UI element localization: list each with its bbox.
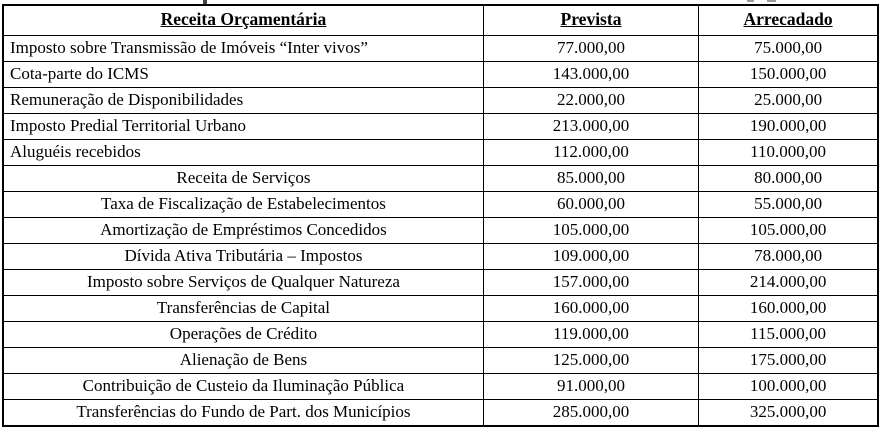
revenue-label-cell: Alienação de Bens (3, 347, 483, 373)
arrecadado-value-cell: 75.000,00 (699, 35, 878, 61)
table-row (3, 321, 878, 347)
prevista-value-cell: 125.000,00 (483, 347, 698, 373)
revenue-label-cell: Remuneração de Disponibilidades (3, 87, 483, 113)
prevista-value-cell: 77.000,00 (483, 35, 698, 61)
revenue-label-cell: Imposto Predial Territorial Urbano (3, 113, 483, 139)
header-label-prevista: Prevista (560, 9, 622, 30)
header-label-receita: Receita Orçamentária (160, 9, 327, 30)
prevista-value-cell: 85.000,00 (483, 165, 698, 191)
revenue-label-cell: Transferências de Capital (3, 295, 483, 321)
revenue-label-cell: Aluguéis recebidos (3, 139, 483, 165)
table-row (3, 165, 878, 191)
revenue-label-cell: Contribuição de Custeio da Iluminação Pública (3, 373, 483, 399)
table-row (3, 217, 878, 243)
revenue-label-cell: Receita de Serviços (3, 165, 483, 191)
revenue-label-cell: Dívida Ativa Tributária – Impostos (3, 243, 483, 269)
table-row (3, 373, 878, 399)
prevista-value-cell: 105.000,00 (483, 217, 698, 243)
revenue-label-cell: Imposto sobre Serviços de Qualquer Natureza (3, 269, 483, 295)
prevista-value-cell: 157.000,00 (483, 269, 698, 295)
header-label-arrecadado: Arrecadado (743, 9, 833, 30)
arrecadado-value-cell: 160.000,00 (699, 295, 878, 321)
table-body (3, 35, 878, 426)
table-row (3, 61, 878, 87)
revenue-label-cell: Cota-parte do ICMS (3, 61, 483, 87)
prevista-value-cell: 285.000,00 (483, 399, 698, 426)
table-row (3, 35, 878, 61)
header-cell-receita (3, 5, 483, 35)
table-row (3, 191, 878, 217)
table-row (3, 295, 878, 321)
clipped-text-fragment (747, 0, 754, 2)
arrecadado-value-cell: 78.000,00 (699, 243, 878, 269)
prevista-value-cell: 109.000,00 (483, 243, 698, 269)
revenue-label-cell: Taxa de Fiscalização de Estabelecimentos (3, 191, 483, 217)
arrecadado-value-cell: 55.000,00 (699, 191, 878, 217)
arrecadado-value-cell: 100.000,00 (699, 373, 878, 399)
prevista-value-cell: 60.000,00 (483, 191, 698, 217)
revenue-label-cell: Operações de Crédito (3, 321, 483, 347)
header-cell-prevista (483, 5, 698, 35)
arrecadado-value-cell: 110.000,00 (699, 139, 878, 165)
arrecadado-value-cell: 325.000,00 (699, 399, 878, 426)
revenue-label-cell: Amortização de Empréstimos Concedidos (3, 217, 483, 243)
prevista-value-cell: 119.000,00 (483, 321, 698, 347)
budget-revenue-table-wrap (2, 4, 879, 427)
table-row (3, 347, 878, 373)
prevista-value-cell: 213.000,00 (483, 113, 698, 139)
revenue-label-cell: Imposto sobre Transmissão de Imóveis “Inter vivos” (3, 35, 483, 61)
arrecadado-value-cell: 115.000,00 (699, 321, 878, 347)
prevista-value-cell: 112.000,00 (483, 139, 698, 165)
clipped-text-fragment (767, 0, 776, 2)
revenue-label-cell: Transferências do Fundo de Part. dos Municípios (3, 399, 483, 426)
prevista-value-cell: 22.000,00 (483, 87, 698, 113)
arrecadado-value-cell: 25.000,00 (699, 87, 878, 113)
table-row (3, 113, 878, 139)
header-cell-arrecadado (699, 5, 878, 35)
table-row (3, 139, 878, 165)
prevista-value-cell: 143.000,00 (483, 61, 698, 87)
budget-revenue-table (2, 4, 879, 427)
arrecadado-value-cell: 150.000,00 (699, 61, 878, 87)
prevista-value-cell: 160.000,00 (483, 295, 698, 321)
arrecadado-value-cell: 190.000,00 (699, 113, 878, 139)
arrecadado-value-cell: 80.000,00 (699, 165, 878, 191)
table-row (3, 399, 878, 426)
prevista-value-cell: 91.000,00 (483, 373, 698, 399)
arrecadado-value-cell: 105.000,00 (699, 217, 878, 243)
table-row (3, 87, 878, 113)
table-row (3, 243, 878, 269)
table-row (3, 269, 878, 295)
header-row (3, 5, 878, 35)
arrecadado-value-cell: 214.000,00 (699, 269, 878, 295)
arrecadado-value-cell: 175.000,00 (699, 347, 878, 373)
